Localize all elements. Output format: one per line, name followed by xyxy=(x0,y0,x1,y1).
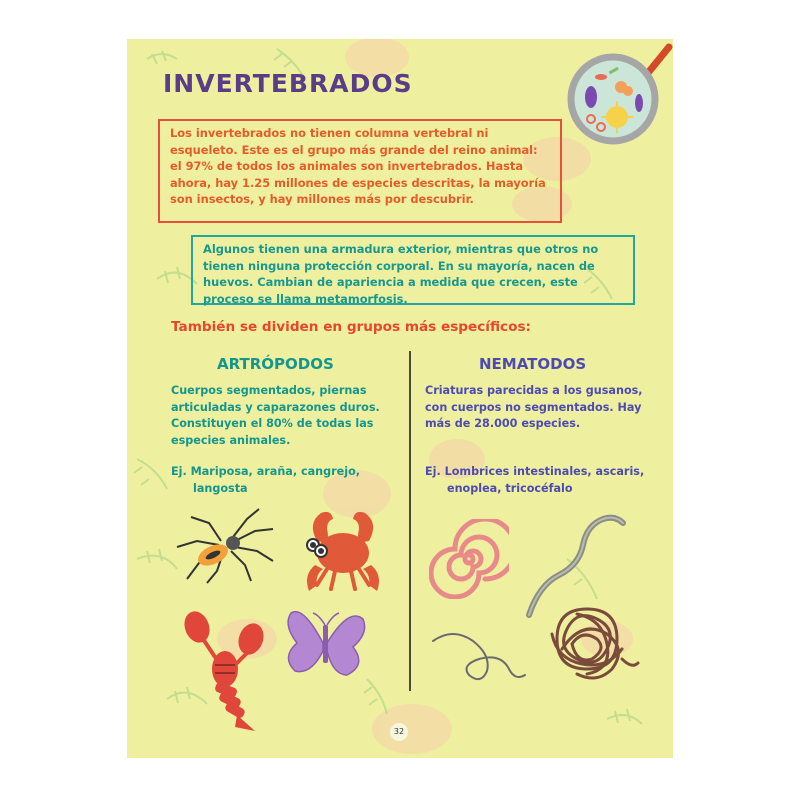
spiral-worm-icon xyxy=(429,519,509,599)
nematodes-examples-line2: enoplea, tricocéfalo xyxy=(447,481,573,495)
butterfly-icon xyxy=(283,603,373,683)
arthropods-description: Cuerpos segmentados, piernas articuladas y caparazones duros. Constituyen el 80% de todas las especies animales. xyxy=(171,384,380,447)
intro-box xyxy=(158,119,562,223)
spider-icon xyxy=(171,505,281,585)
tangled-worm-icon xyxy=(537,589,647,689)
arthropods-title: ARTRÓPODOS xyxy=(217,355,334,373)
book-page xyxy=(127,39,673,758)
nematodes-examples-line1: Ej. Lombrices intestinales, ascaris, xyxy=(425,465,645,478)
page-number: 32 xyxy=(390,723,408,741)
arthropods-examples-line2: langosta xyxy=(193,481,248,495)
arthropods-examples-line1: Ej. Mariposa, araña, cangrejo, xyxy=(171,465,361,478)
nematodes-title: NEMATODOS xyxy=(479,355,587,373)
intro-text: Los invertebrados no tienen columna vertebral ni esqueleto. Este es el grupo más grande del reino animal: el 97% de todos los animales son invertebrados. Hasta ahora, hay 1.25 millones de especies descritas, la mayoría son insectos, y hay millones más por descubrir. xyxy=(170,126,546,206)
page-title: INVERTEBRADOS xyxy=(163,69,413,98)
arthropods-examples xyxy=(171,464,391,497)
thin-worm-icon xyxy=(425,621,535,691)
nematodes-description: Criaturas parecidas a los gusanos, con cuerpos no segmentados. Hay más de 28.000 especies. xyxy=(425,384,643,430)
features-box xyxy=(191,235,635,305)
features-text: Algunos tienen una armadura exterior, mientras que otros no tienen ninguna protección corporal. En su mayoría, nacen de huevos. Cambian de apariencia a medida que crecen, este proceso se llama metamorfosis. xyxy=(203,242,599,306)
lobster-icon xyxy=(179,609,269,739)
column-divider xyxy=(409,351,411,691)
nematodes-examples xyxy=(425,464,665,497)
groups-subtitle: También se dividen en grupos más específicos: xyxy=(171,319,531,335)
crab-icon xyxy=(299,501,389,601)
magnifier-microbes-icon xyxy=(551,41,673,145)
